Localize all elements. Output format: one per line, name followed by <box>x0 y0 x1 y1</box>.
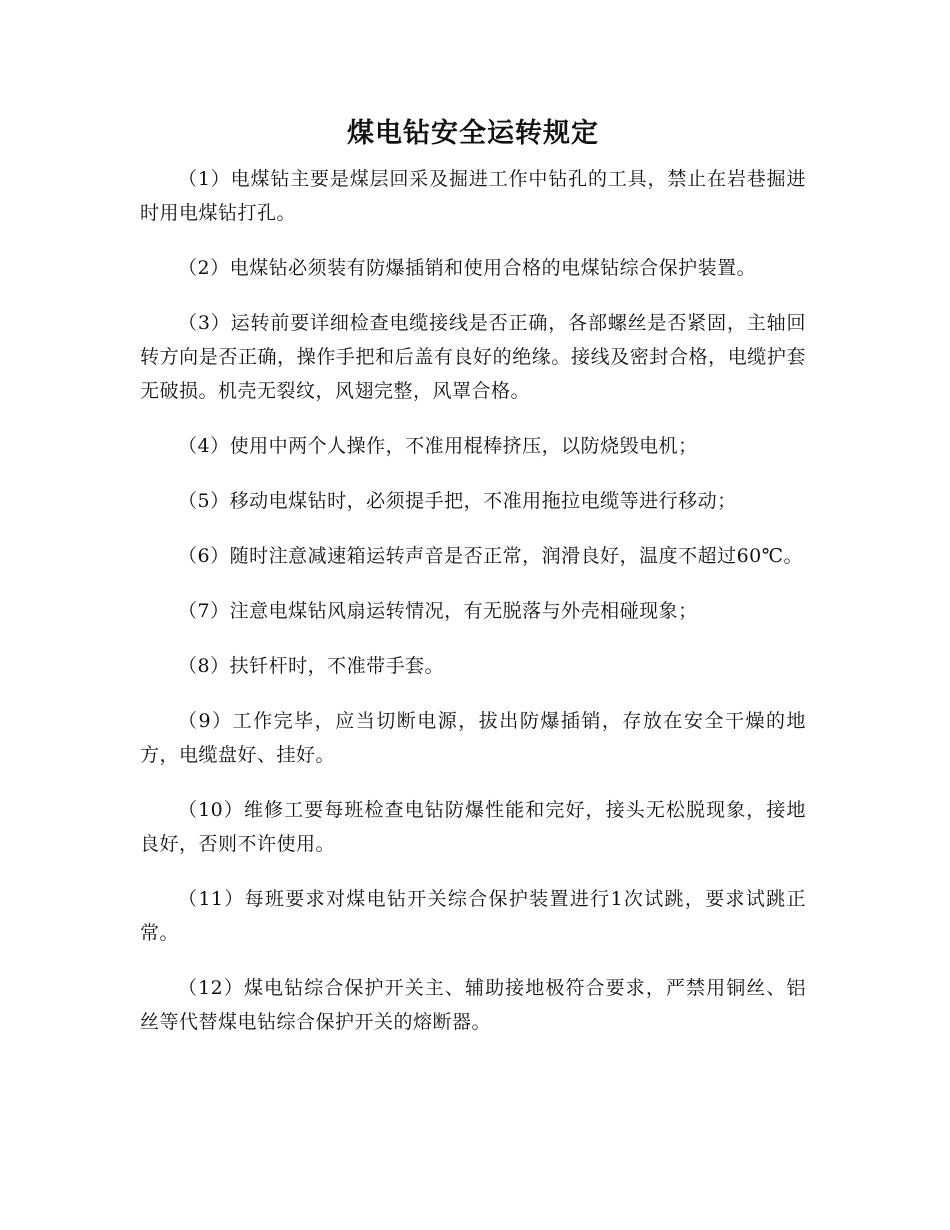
paragraph-1: （1）电煤钻主要是煤层回采及掘进工作中钻孔的工具，禁止在岩巷掘进时用电煤钻打孔。 <box>140 168 806 224</box>
paragraph-11: （11）每班要求对煤电钻开关综合保护装置进行1次试跳，要求试跳正常。 <box>140 888 806 944</box>
paragraph-12: （12）煤电钻综合保护开关主、辅助接地极符合要求，严禁用铜丝、铝丝等代替煤电钻综合保护开关的熔断器。 <box>140 977 806 1033</box>
paragraph-7: （7）注意电煤钻风扇运转情况，有无脱落与外壳相碰现象； <box>178 600 698 622</box>
paragraph-3: （3）运转前要详细检查电缆接线是否正确，各部螺丝是否紧固，主轴回转方向是否正确，操作手把和后盖有良好的绝缘。接线及密封合格，电缆护套无破损。机壳无裂纹，风翅完整，风罩合格。 <box>140 312 806 402</box>
document-title: 煤电钻安全运转规定 <box>347 118 599 149</box>
document-body <box>140 112 806 1060</box>
paragraph-10: （10）维修工要每班检查电钻防爆性能和完好，接头无松脱现象，接地良好，否则不许使用。 <box>140 799 806 855</box>
paragraph-6: （6）随时注意减速箱运转声音是否正常，润滑良好，温度不超过60℃。 <box>178 545 804 567</box>
paragraph-2: （2）电煤钻必须装有防爆插销和使用合格的电煤钻综合保护装置。 <box>178 257 757 279</box>
paragraph-5: （5）移动电煤钻时，必须提手把，不准用拖拉电缆等进行移动； <box>178 490 737 512</box>
paragraph-4: （4）使用中两个人操作，不准用棍棒挤压，以防烧毁电机； <box>178 435 698 457</box>
paragraph-8: （8）扶钎杆时，不准带手套。 <box>178 655 445 677</box>
paragraph-9: （9）工作完毕，应当切断电源，拔出防爆插销，存放在安全干燥的地方，电缆盘好、挂好。 <box>140 710 806 766</box>
